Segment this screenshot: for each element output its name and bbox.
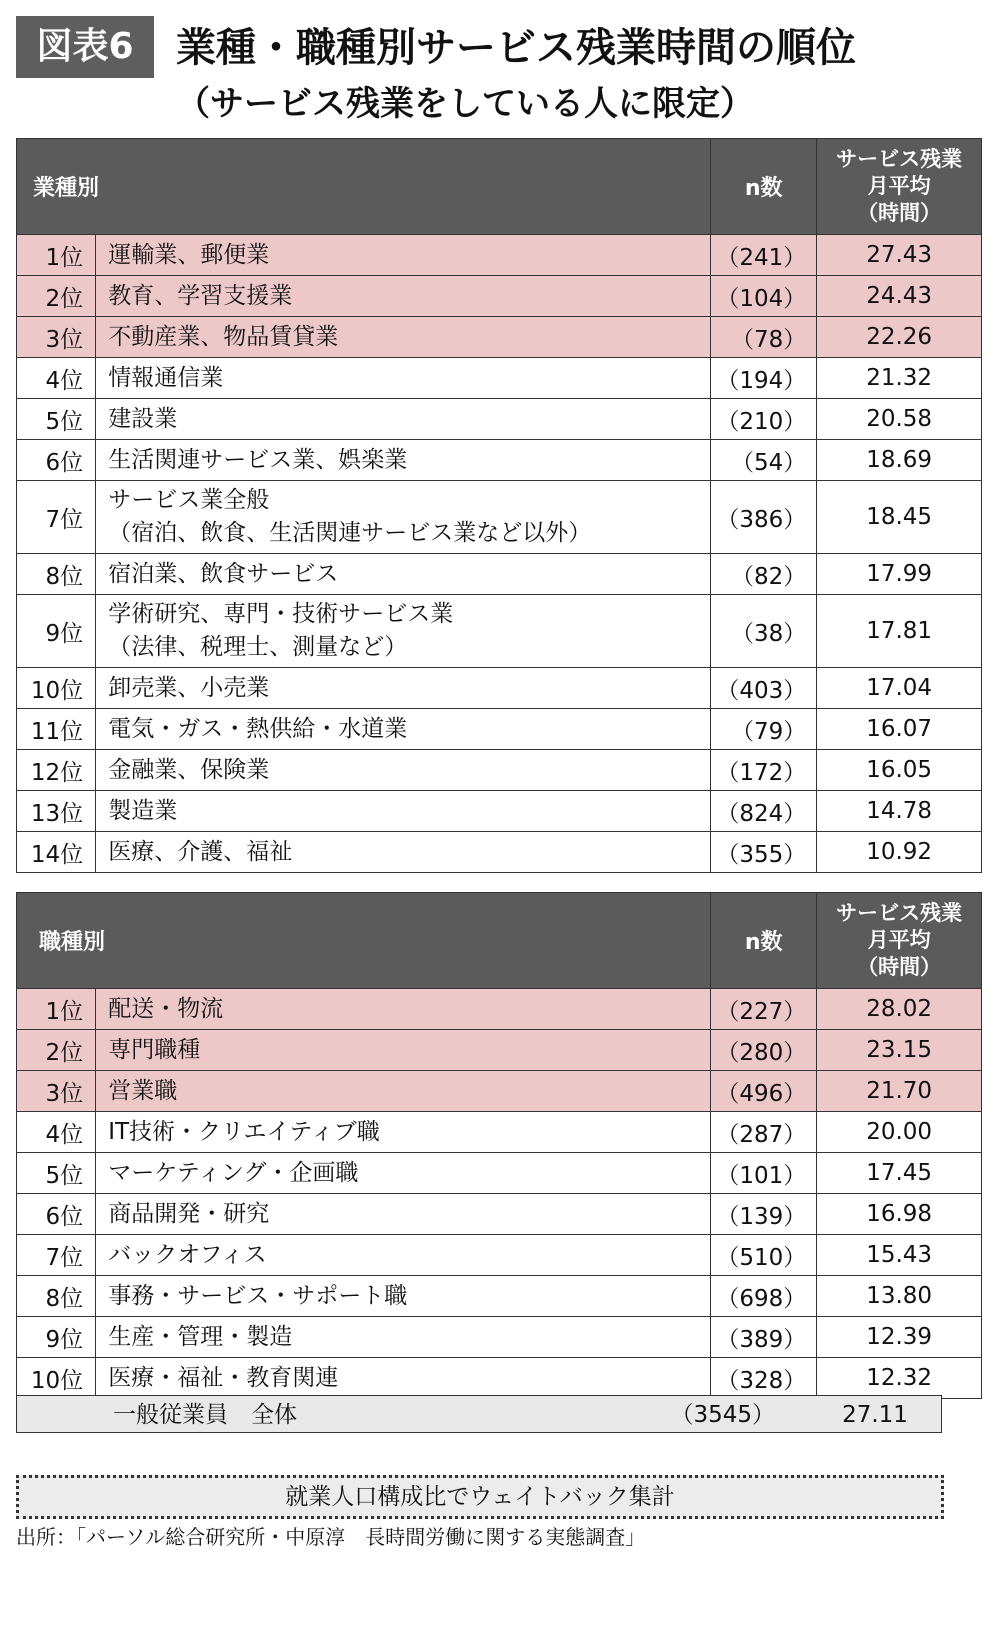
total-value: 27.11 — [842, 1402, 908, 1428]
table-row — [17, 399, 982, 440]
category-name-cell: 情報通信業 — [96, 358, 711, 399]
source-credit: 出所：「パーソル総合研究所・中原淳 長時間労働に関する実態調査」 — [16, 1525, 646, 1549]
category-name-cell: 配送・物流 — [96, 989, 711, 1030]
overtime-hours-cell: 17.81 — [817, 595, 982, 668]
table-row — [17, 1112, 982, 1153]
table-row — [17, 235, 982, 276]
table-row — [17, 1358, 982, 1399]
sample-size-cell: （403） — [711, 668, 817, 709]
overtime-hours-cell: 28.02 — [817, 989, 982, 1030]
sample-size-cell: （241） — [711, 235, 817, 276]
total-row — [16, 1395, 942, 1433]
table-row — [17, 1235, 982, 1276]
category-name-cell: 金融業、保険業 — [96, 750, 711, 791]
rank-cell: 6位 — [17, 1194, 96, 1235]
column-header-value: サービス残業 月平均 （時間） — [817, 139, 982, 235]
table-row — [17, 481, 982, 554]
sample-size-cell: （389） — [711, 1317, 817, 1358]
overtime-hours-cell: 24.43 — [817, 276, 982, 317]
sample-size-cell: （210） — [711, 399, 817, 440]
table-row — [17, 791, 982, 832]
overtime-hours-cell: 22.26 — [817, 317, 982, 358]
rank-cell: 10位 — [17, 1358, 96, 1399]
category-name-cell: 営業職 — [96, 1071, 711, 1112]
rank-cell: 5位 — [17, 1153, 96, 1194]
rank-cell: 2位 — [17, 276, 96, 317]
rank-cell: 1位 — [17, 989, 96, 1030]
rank-cell: 10位 — [17, 668, 96, 709]
rank-cell: 13位 — [17, 791, 96, 832]
table-row — [17, 595, 982, 668]
column-header-category: 業種別 — [17, 139, 711, 235]
overtime-hours-cell: 12.39 — [817, 1317, 982, 1358]
table-row — [17, 276, 982, 317]
overtime-hours-cell: 12.32 — [817, 1358, 982, 1399]
category-name-cell: 専門職種 — [96, 1030, 711, 1071]
table-row — [17, 358, 982, 399]
category-name-cell: 生産・管理・製造 — [96, 1317, 711, 1358]
rank-cell: 9位 — [17, 595, 96, 668]
overtime-hours-cell: 17.45 — [817, 1153, 982, 1194]
sample-size-cell: （54） — [711, 440, 817, 481]
table-row — [17, 1030, 982, 1071]
overtime-hours-cell: 14.78 — [817, 791, 982, 832]
rank-cell: 8位 — [17, 1276, 96, 1317]
rank-cell: 2位 — [17, 1030, 96, 1071]
overtime-hours-cell: 13.80 — [817, 1276, 982, 1317]
overtime-hours-cell: 21.70 — [817, 1071, 982, 1112]
table-row — [17, 1276, 982, 1317]
sample-size-cell: （328） — [711, 1358, 817, 1399]
rank-cell: 8位 — [17, 554, 96, 595]
overtime-hours-cell: 21.32 — [817, 358, 982, 399]
category-name-cell: 運輸業、郵便業 — [96, 235, 711, 276]
sample-size-cell: （172） — [711, 750, 817, 791]
sample-size-cell: （82） — [711, 554, 817, 595]
overtime-hours-cell: 23.15 — [817, 1030, 982, 1071]
category-name-cell: サービス業全般 （宿泊、飲食、生活関連サービス業など以外） — [96, 481, 711, 554]
category-name-cell: 生活関連サービス業、娯楽業 — [96, 440, 711, 481]
overtime-hours-cell: 20.00 — [817, 1112, 982, 1153]
sample-size-cell: （104） — [711, 276, 817, 317]
category-name-cell: 不動産業、物品賃貸業 — [96, 317, 711, 358]
figure-header — [16, 16, 986, 126]
rank-cell: 6位 — [17, 440, 96, 481]
occupation-ranking-rows — [17, 989, 982, 1399]
rank-cell: 5位 — [17, 399, 96, 440]
rank-cell: 7位 — [17, 1235, 96, 1276]
rank-cell: 4位 — [17, 358, 96, 399]
overtime-hours-cell: 17.99 — [817, 554, 982, 595]
sample-size-cell: （355） — [711, 832, 817, 873]
sample-size-cell: （194） — [711, 358, 817, 399]
rank-cell: 9位 — [17, 1317, 96, 1358]
sample-size-cell: （139） — [711, 1194, 817, 1235]
sample-size-cell: （386） — [711, 481, 817, 554]
figure-badge: 図表6 — [16, 16, 154, 78]
weighting-note: 就業人口構成比でウェイトバック集計 — [16, 1475, 944, 1519]
table-row — [17, 668, 982, 709]
overtime-hours-cell: 17.04 — [817, 668, 982, 709]
column-header-n: n数 — [711, 893, 817, 989]
sample-size-cell: （510） — [711, 1235, 817, 1276]
table-row — [17, 554, 982, 595]
page-subtitle: （サービス残業をしている人に限定） — [176, 84, 754, 124]
overtime-hours-cell: 20.58 — [817, 399, 982, 440]
column-header-n: n数 — [711, 139, 817, 235]
table-row — [17, 832, 982, 873]
category-name-cell: 医療・福祉・教育関連 — [96, 1358, 711, 1399]
rank-cell: 7位 — [17, 481, 96, 554]
column-header-category: 職種別 — [17, 893, 711, 989]
overtime-hours-cell: 15.43 — [817, 1235, 982, 1276]
category-name-cell: 学術研究、専門・技術サービス業 （法律、税理士、測量など） — [96, 595, 711, 668]
industry-ranking-rows — [17, 235, 982, 873]
table-row — [17, 1194, 982, 1235]
overtime-hours-cell: 18.69 — [817, 440, 982, 481]
table-row — [17, 750, 982, 791]
sample-size-cell: （38） — [711, 595, 817, 668]
overtime-hours-cell: 18.45 — [817, 481, 982, 554]
table-row — [17, 1153, 982, 1194]
table-row — [17, 709, 982, 750]
industry-ranking-table — [16, 138, 982, 873]
table-row — [17, 440, 982, 481]
column-header-value: サービス残業 月平均 （時間） — [817, 893, 982, 989]
overtime-hours-cell: 27.43 — [817, 235, 982, 276]
category-name-cell: バックオフィス — [96, 1235, 711, 1276]
sample-size-cell: （280） — [711, 1030, 817, 1071]
rank-cell: 4位 — [17, 1112, 96, 1153]
occupation-ranking-table — [16, 892, 982, 1399]
category-name-cell: 卸売業、小売業 — [96, 668, 711, 709]
table-row — [17, 989, 982, 1030]
overtime-hours-cell: 16.07 — [817, 709, 982, 750]
total-n: （3545） — [670, 1402, 775, 1428]
category-name-cell: 商品開発・研究 — [96, 1194, 711, 1235]
category-name-cell: マーケティング・企画職 — [96, 1153, 711, 1194]
overtime-hours-cell: 10.92 — [817, 832, 982, 873]
page-title: 業種・職種別サービス残業時間の順位 — [176, 25, 856, 71]
sample-size-cell: （227） — [711, 989, 817, 1030]
rank-cell: 3位 — [17, 317, 96, 358]
category-name-cell: 建設業 — [96, 399, 711, 440]
overtime-hours-cell: 16.05 — [817, 750, 982, 791]
category-name-cell: 電気・ガス・熱供給・水道業 — [96, 709, 711, 750]
rank-cell: 3位 — [17, 1071, 96, 1112]
category-name-cell: 医療、介護、福祉 — [96, 832, 711, 873]
sample-size-cell: （101） — [711, 1153, 817, 1194]
sample-size-cell: （78） — [711, 317, 817, 358]
rank-cell: 14位 — [17, 832, 96, 873]
sample-size-cell: （287） — [711, 1112, 817, 1153]
rank-cell: 12位 — [17, 750, 96, 791]
sample-size-cell: （824） — [711, 791, 817, 832]
table-row — [17, 1317, 982, 1358]
category-name-cell: 教育、学習支援業 — [96, 276, 711, 317]
category-name-cell: IT技術・クリエイティブ職 — [96, 1112, 711, 1153]
sample-size-cell: （496） — [711, 1071, 817, 1112]
sample-size-cell: （79） — [711, 709, 817, 750]
table-row — [17, 317, 982, 358]
category-name-cell: 製造業 — [96, 791, 711, 832]
rank-cell: 1位 — [17, 235, 96, 276]
total-label: 一般従業員 全体 — [113, 1402, 297, 1428]
rank-cell: 11位 — [17, 709, 96, 750]
category-name-cell: 事務・サービス・サポート職 — [96, 1276, 711, 1317]
table-row — [17, 1071, 982, 1112]
category-name-cell: 宿泊業、飲食サービス — [96, 554, 711, 595]
overtime-hours-cell: 16.98 — [817, 1194, 982, 1235]
sample-size-cell: （698） — [711, 1276, 817, 1317]
